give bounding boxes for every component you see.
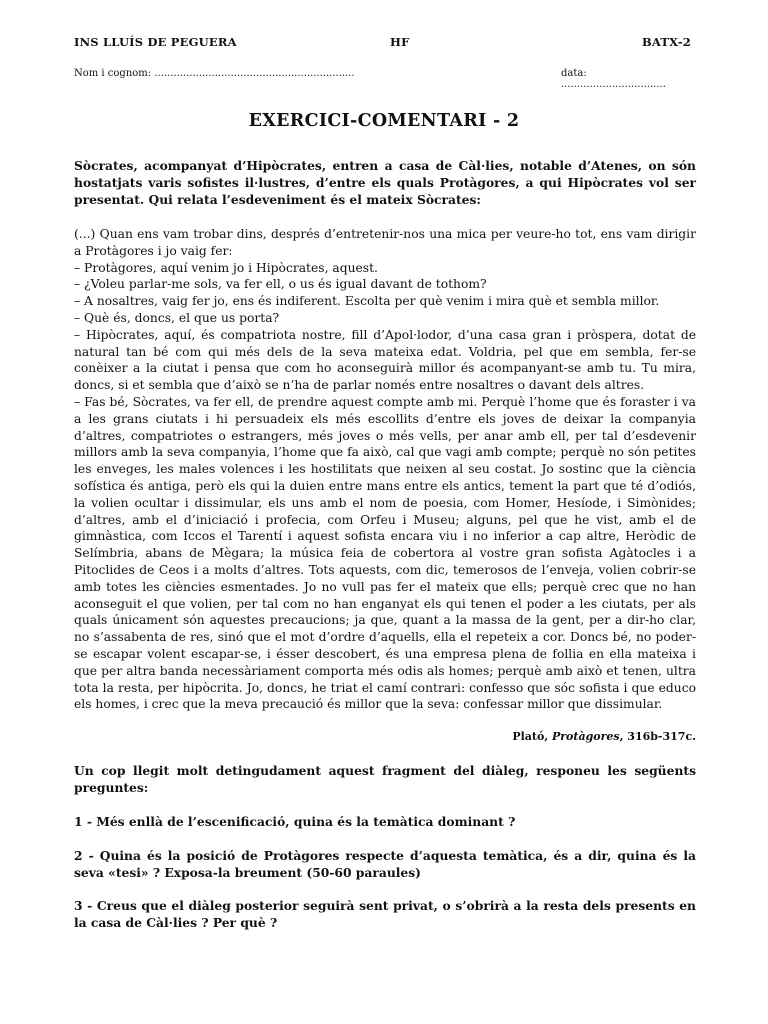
intro-paragraph: Sòcrates, acompanyat d’Hipòcrates, entren a casa de Càl·lies, notable d’Atenes, on són hostatjats varis sofistes il·lustres, d’entre els quals Protàgores, a qui Hipòcrates vol ser presentat. Qui relata l’esdeveniment és el mateix Sòcrates: (74, 158, 696, 207)
name-field[interactable]: Nom i cognom: ............................................................... (74, 68, 355, 79)
question-1: 1 - Més enllà de l’escenificació, quina és la temàtica dominant ? (74, 814, 516, 829)
passage-paragraph: – Fas bé, Sòcrates, va fer ell, de prendre aquest compte amb mi. Perquè l’home que és foraster i va a les grans ciutats i hi persuadeix els més escollits d’entre els joves de deixar la companyia d’altres, compatriotes o estrangers, més joves o més vells, per anar amb ell, per tal d’esdevenir millors amb la seva companyia, l’home que fa això, cal que vagi amb compte; perquè no són petites les enveges, les males volences i les hostilitats que neixen al seu costat. Jo sostinc que la ciència sofística és antiga, però els qui la duien entre mans entre els antics, tement la part que té d’odiós, la volien ocultar i dissimular, els uns amb el nom de poesia, com Homer, Hesíode, i Simònides; d’altres, amb el d’iniciació i profecia, com Orfeu i Museu; alguns, pel que he vist, amb el de gimnàstica, com Iccos el Tarentí i aquest sofista encara viu i no inferior a cap altre, Heròdic de Selímbria, abans de Mègara; la música feia de cobertora al vostre gran sofista Agàtocles i a Pitoclides de Ceos i a molts d’altres. Tots aquests, com dic, temerosos de l’enveja, volien cobrir-se amb totes les ciències esmentades. Jo no vull pas fer el mateix que ells; perquè crec que no han aconseguit el que volien, per tal com no han enganyat els qui tenen el poder a les ciutats, per als quals únicament són aquestes precaucions; ja que, quant a la massa de la gent, per a dir-ho clar, no s’assabenta de res, sinó que el mot d’ordre d’aquells, ella el repeteix a cor. Doncs bé, no poder-se escapar volent escapar-se, i ésser descobert, és una empresa plena de follia en ella mateixa i que per altra banda necessàriament comporta més odis als homes; perquè amb això et tenen, ultra tota la resta, per hipòcrita. Jo, doncs, he triat el camí contrari: confesso que sóc sofista i que educo els homes, i crec que la meva precaució és millor que la seva: confessar millor que dissimular. (74, 394, 696, 712)
passage-paragraph: – Què és, doncs, el que us porta? (74, 310, 280, 325)
passage-paragraph: – A nosaltres, vaig fer jo, ens és indiferent. Escolta per què venim i mira què et sembla millor. (74, 294, 660, 309)
citation-work: Protàgores (551, 730, 620, 743)
page-title: EXERCICI-COMENTARI - 2 (248, 111, 520, 131)
question-3: 3 - Creus que el diàleg posterior seguirà sent privat, o s’obrirà a la resta dels presents en la casa de Càl·lies ? Per què ? (74, 898, 696, 930)
citation-reference: , 316b-317c. (619, 730, 696, 743)
course-level: BATX-2 (641, 35, 691, 49)
passage-paragraph: – Protàgores, aquí venim jo i Hipòcrates, aquest. (74, 260, 378, 275)
passage-paragraph: – Hipòcrates, aquí, és compatriota nostre, fill d’Apol·lodor, d’una casa gran i pròspera, dotat de natural tan bé com qui més dels de la seva mateixa edat. Voldria, pel que em sembla, fer-se conèixer a la ciutat i pensa que com ho aconseguirà millor és acompanyant-se amb tu. Tu mira, doncs, si et sembla que d’això se n’ha de parlar només entre nosaltres o davant dels altres. (74, 327, 696, 393)
question-2: 2 - Quina és la posició de Protàgores respecte d’aquesta temàtica, és a dir, quina és la seva «tesi» ? Exposa-la breument (50-60 paraules) (74, 848, 696, 880)
date-field[interactable]: data: ................................. (561, 68, 666, 90)
source-citation (512, 730, 696, 743)
school-name: INS LLUÍS DE PEGUERA (74, 35, 237, 49)
citation-author: Plató, (512, 730, 552, 743)
passage-paragraph: – ¿Voleu parlar-me sols, va fer ell, o us és igual davant de tothom? (74, 277, 487, 292)
questions-instruction: Un cop llegit molt detingudament aquest fragment del diàleg, responeu les següents preguntes: (74, 763, 696, 795)
dialogue-passage (74, 226, 696, 713)
student-fields (74, 68, 691, 90)
subject-code: HF (390, 35, 410, 49)
passage-paragraph: (...) Quan ens vam trobar dins, després d’entretenir-nos una mica per veure-ho tot, ens vam dirigir a Protàgores i jo vaig fer: (74, 227, 696, 258)
document-header (74, 35, 691, 51)
